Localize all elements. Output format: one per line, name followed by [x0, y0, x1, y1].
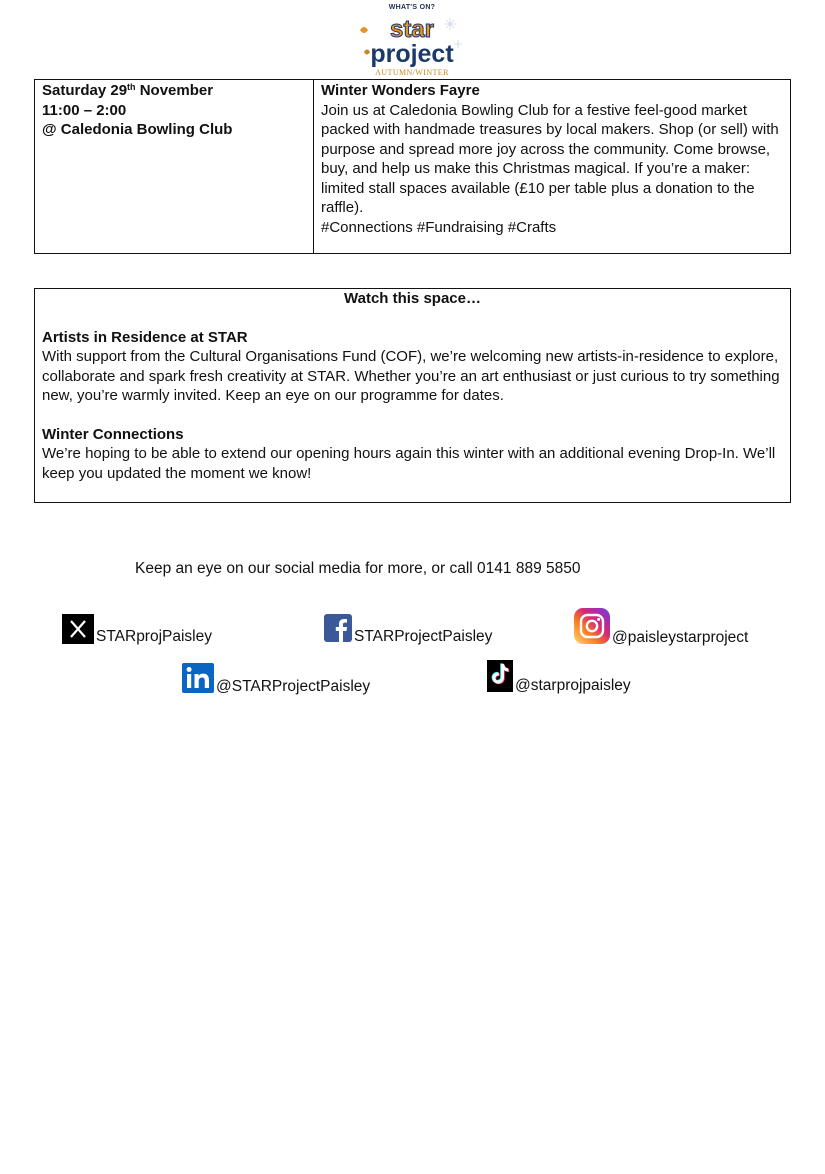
social-instagram[interactable] [574, 608, 748, 644]
artists-heading: Artists in Residence at STAR [42, 328, 248, 346]
event-venue: @ Caledonia Bowling Club [42, 121, 233, 138]
event-date-day: Saturday 29 [42, 82, 128, 99]
logo-whats-on: WHAT'S ON? [388, 4, 436, 11]
facebook-handle[interactable]: STARProjectPaisley [354, 628, 493, 645]
tiktok-handle[interactable]: @starprojpaisley [515, 677, 631, 694]
instagram-icon [574, 608, 610, 644]
watch-this-space-box [34, 288, 791, 503]
event-date-month: November [135, 82, 214, 99]
linkedin-icon [182, 663, 214, 693]
event-date-suffix: th [127, 82, 136, 92]
social-tiktok[interactable] [487, 660, 631, 692]
tiktok-icon [487, 660, 513, 692]
logo-wordmark [352, 10, 472, 70]
event-date [42, 81, 306, 101]
event-description: Join us at Caledonia Bowling Club for a festive feel-good market packed with handmade treasures by local makers. Shop (or sell) with purpose and spread more joy across the community. Come browse, buy, and help us make this Christmas magical. If you’re a maker: limited stall spaces available (£10 per table plus a donation to the raffle). [321, 101, 779, 216]
event-table [34, 79, 791, 254]
logo-word-star: star [389, 16, 435, 43]
event-time: 11:00 – 2:00 [42, 101, 127, 119]
social-facebook[interactable] [324, 614, 493, 645]
x-icon [62, 614, 94, 644]
social-x[interactable] [62, 614, 212, 644]
instagram-handle[interactable]: @paisleystarproject [612, 629, 749, 646]
winter-connections-body: We’re hoping to be able to extend our opening hours again this winter with an additional evening Drop-In. We’ll keep you updated the moment we know! [42, 445, 776, 482]
logo-word-project: project [370, 40, 454, 68]
logo-season: AUTUMN/WINTER [375, 68, 449, 77]
contact-line: Keep an eye on our social media for more, or call 0141 889 5850 [135, 560, 581, 577]
event-info [314, 80, 790, 253]
x-handle[interactable]: STARprojPaisley [96, 628, 213, 645]
event-details [35, 80, 314, 253]
star-project-logo [352, 4, 472, 78]
event-tags: #Connections #Fundraising #Crafts [321, 218, 557, 236]
linkedin-handle[interactable]: @STARProjectPaisley [216, 678, 371, 695]
artists-body: With support from the Cultural Organisations Fund (COF), we’re welcoming new artists-in-residence to explore, collaborate and spark fresh creativity at STAR. Whether you’re an art enthusiast or just curious to try something new, you’re warmly invited. Keep an eye on our programme for dates. [42, 348, 780, 404]
social-linkedin[interactable] [182, 663, 370, 693]
watch-title: Watch this space… [344, 290, 481, 307]
facebook-icon [324, 614, 352, 642]
event-title: Winter Wonders Fayre [321, 82, 480, 99]
winter-connections-heading: Winter Connections [42, 425, 184, 443]
